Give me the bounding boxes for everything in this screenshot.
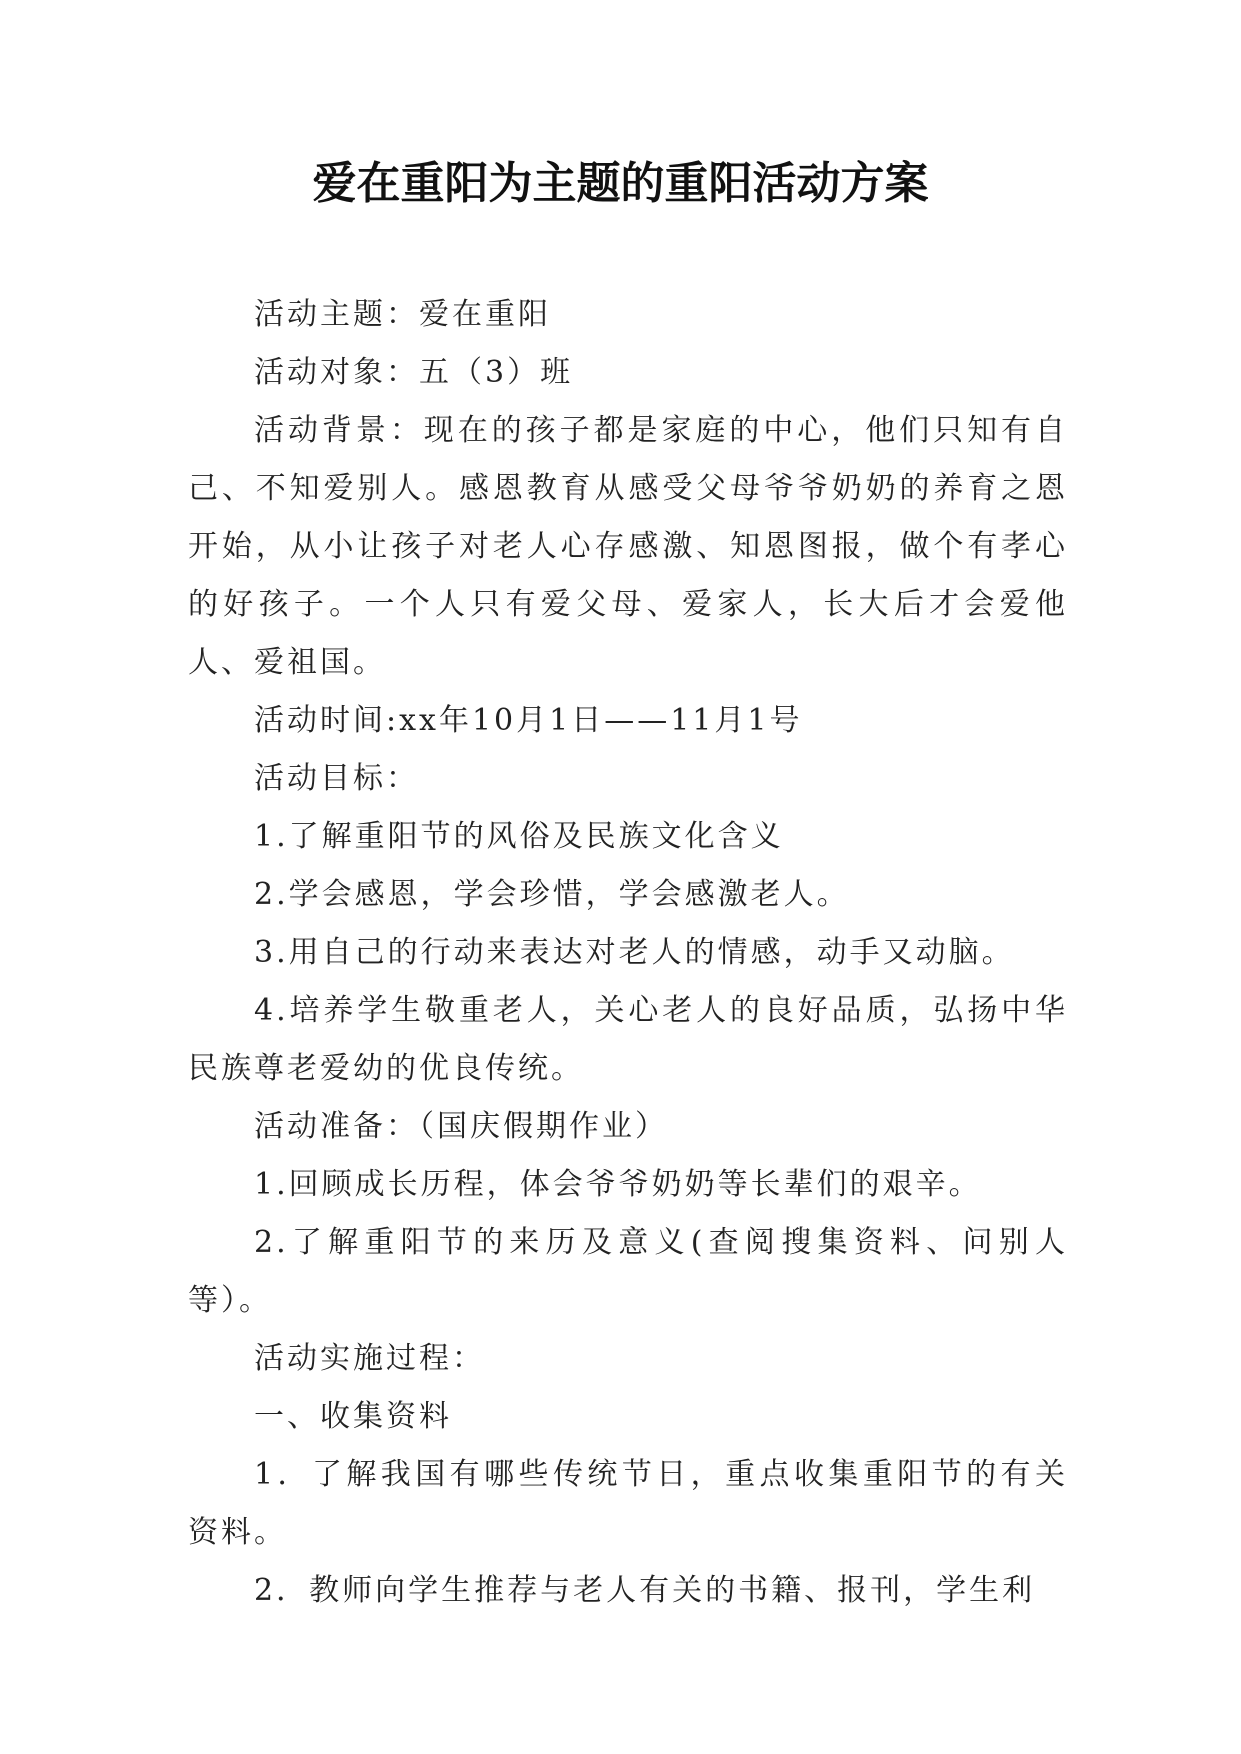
paragraph-time: 活动时间:xx年10月1日——11月1号	[254, 703, 803, 738]
paragraph-preparation-2: 2.了解重阳节的来历及意义(查阅搜集资料、问别人等）。	[188, 1225, 1068, 1318]
paragraph-step-2: 2．教师向学生推荐与老人有关的书籍、报刊，学生利	[254, 1573, 1036, 1608]
paragraph-background: 活动背景：现在的孩子都是家庭的中心，他们只知有自己、不知爱别人。感恩教育从感受父母爷爷奶奶的养育之恩开始，从小让孩子对老人心存感激、知恩图报，做个有孝心的好孩子。一个人只有爱父母、爱家人，长大后才会爱他人、爱祖国。	[188, 413, 1068, 680]
paragraph-audience: 活动对象：五（3）班	[254, 355, 574, 390]
paragraph-goal-4: 4.培养学生敬重老人，关心老人的良好品质，弘扬中华民族尊老爱幼的优良传统。	[188, 993, 1068, 1086]
paragraph-process-heading: 活动实施过程：	[254, 1341, 485, 1376]
paragraph-goal-3: 3.用自己的行动来表达对老人的情感，动手又动脑。	[254, 935, 1015, 970]
paragraph-preparation-1: 1.回顾成长历程，体会爷爷奶奶等长辈们的艰辛。	[254, 1167, 982, 1202]
document-body	[188, 286, 1068, 1620]
paragraph-goal-1: 1.了解重阳节的风俗及民族文化含义	[254, 819, 784, 854]
paragraph-goal-2: 2.学会感恩，学会珍惜，学会感激老人。	[254, 877, 850, 912]
paragraph-section-1: 一、收集资料	[254, 1399, 452, 1434]
document-title: 爱在重阳为主题的重阳活动方案	[312, 158, 929, 209]
paragraph-step-1: 1．了解我国有哪些传统节日，重点收集重阳节的有关资料。	[188, 1457, 1068, 1550]
paragraph-goals-heading: 活动目标：	[254, 761, 419, 796]
paragraph-preparation-heading: 活动准备：（国庆假期作业）	[254, 1109, 668, 1144]
paragraph-theme: 活动主题：爱在重阳	[254, 297, 551, 332]
